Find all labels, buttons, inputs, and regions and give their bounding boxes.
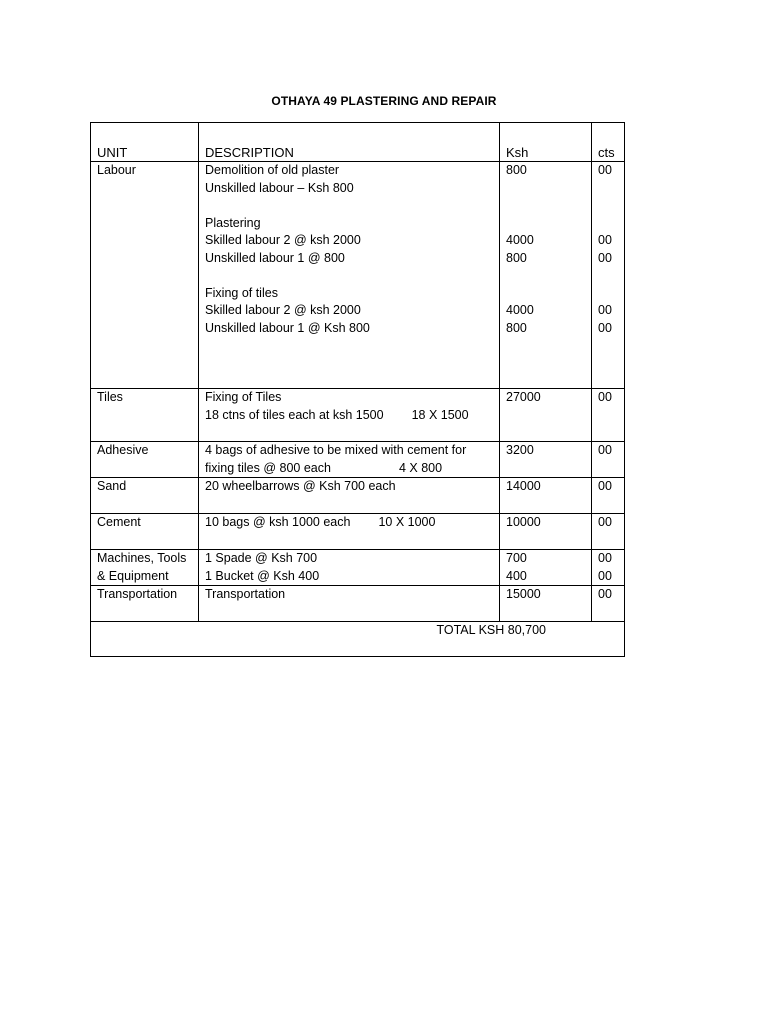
ksh-cell: 10000 [500, 514, 592, 550]
description-line: fixing tiles @ 800 each [205, 460, 331, 475]
unit-cell: Adhesive [91, 442, 199, 478]
ksh-value: 400 [506, 568, 527, 583]
cts-cell: 00 [592, 389, 625, 442]
unit-cell: Labour [91, 162, 199, 389]
table-row-total [91, 622, 625, 657]
cts-cell: 00 [592, 514, 625, 550]
ksh-value: 4000 [506, 233, 534, 247]
description-line: Unskilled labour 1 @ Ksh 800 [205, 320, 370, 335]
page-title: OTHAYA 49 PLASTERING AND REPAIR [271, 94, 497, 108]
cts-cell: 00 [592, 478, 625, 514]
ksh-value: 700 [506, 551, 527, 565]
cts-value: 00 [598, 233, 612, 247]
description-cell [199, 162, 500, 389]
table-row-cement [91, 514, 625, 550]
table-row-labour [91, 162, 625, 389]
table-row-tiles [91, 389, 625, 442]
description-cell [199, 514, 500, 550]
cts-cell [592, 162, 625, 389]
cts-value: 00 [598, 568, 612, 583]
description-cell [199, 389, 500, 442]
description-line: Plastering [205, 215, 261, 230]
description-cell [199, 550, 500, 586]
description-line: 1 Spade @ Ksh 700 [205, 551, 318, 565]
cts-value: 00 [598, 320, 612, 335]
unit-line: & Equipment [97, 568, 169, 583]
header-cts: cts [592, 123, 625, 162]
description-cell [199, 442, 500, 478]
table-row-adhesive [91, 442, 625, 478]
ksh-cell: 27000 [500, 389, 592, 442]
calculation-text: 4 X 800 [398, 460, 443, 475]
cts-value: 00 [598, 250, 612, 265]
unit-line: Machines, Tools [97, 551, 187, 565]
unit-cell: Tiles [91, 389, 199, 442]
description-cell: Transportation [199, 586, 500, 622]
description-line: Fixing of tiles [205, 285, 278, 300]
calculation-text: 18 X 1500 [411, 407, 469, 422]
calculation-text: 10 X 1000 [378, 515, 436, 529]
ksh-cell: 3200 [500, 442, 592, 478]
table-row-transportation [91, 586, 625, 622]
header-description: DESCRIPTION [199, 123, 500, 162]
cts-value: 00 [598, 551, 612, 565]
header-unit: UNIT [91, 123, 199, 162]
description-line: Skilled labour 2 @ ksh 2000 [205, 303, 361, 317]
cts-value: 00 [598, 303, 612, 317]
cts-cell [592, 550, 625, 586]
table-header-row [91, 123, 625, 162]
quotation-table [90, 122, 625, 657]
cts-value: 00 [598, 163, 612, 177]
ksh-cell [500, 162, 592, 389]
description-line: 18 ctns of tiles each at ksh 1500 [205, 407, 384, 422]
description-line: Unskilled labour 1 @ 800 [205, 250, 345, 265]
table-row-machines [91, 550, 625, 586]
unit-cell: Cement [91, 514, 199, 550]
ksh-cell [500, 550, 592, 586]
description-line: Demolition of old plaster [205, 163, 340, 177]
ksh-value: 800 [506, 250, 527, 265]
ksh-value: 4000 [506, 303, 534, 317]
ksh-cell: 15000 [500, 586, 592, 622]
description-line: Unskilled labour – Ksh 800 [205, 180, 354, 195]
ksh-value: 800 [506, 163, 527, 177]
table-row-sand [91, 478, 625, 514]
description-line: Skilled labour 2 @ ksh 2000 [205, 233, 361, 247]
total-amount: TOTAL KSH 80,700 [91, 622, 625, 657]
ksh-cell: 14000 [500, 478, 592, 514]
description-line: Fixing of Tiles [205, 390, 282, 404]
description-line: 10 bags @ ksh 1000 each [205, 515, 351, 529]
unit-cell: Sand [91, 478, 199, 514]
ksh-value: 800 [506, 320, 527, 335]
cts-cell: 00 [592, 586, 625, 622]
header-ksh: Ksh [500, 123, 592, 162]
description-line: 4 bags of adhesive to be mixed with cement for [205, 443, 467, 457]
unit-cell: Transportation [91, 586, 199, 622]
unit-cell [91, 550, 199, 586]
description-cell: 20 wheelbarrows @ Ksh 700 each [199, 478, 500, 514]
cts-cell: 00 [592, 442, 625, 478]
description-line: 1 Bucket @ Ksh 400 [205, 568, 320, 583]
